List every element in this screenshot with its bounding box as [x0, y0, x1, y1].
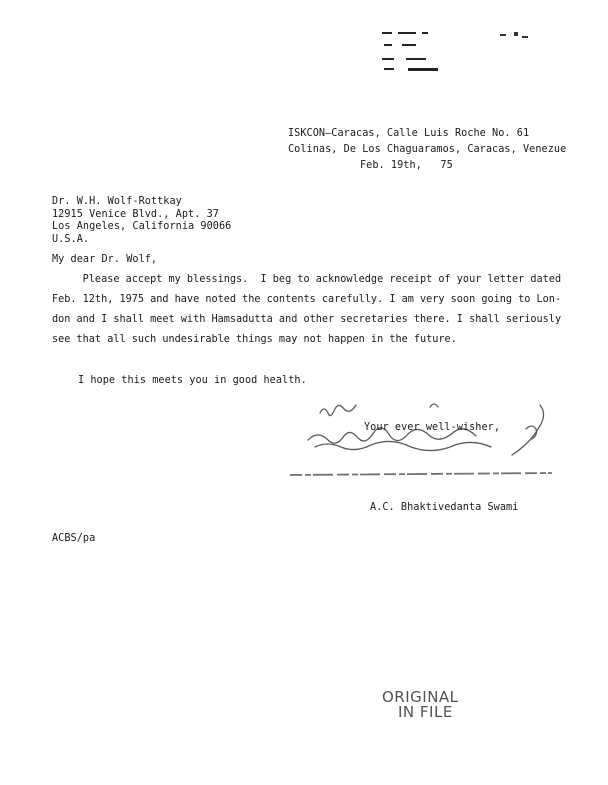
address-line-1: ISKCON—Caracas, Calle Luis Roche No. 61	[288, 128, 530, 139]
original-in-file-stamp	[382, 690, 459, 720]
valediction: Your ever well-wisher,	[364, 422, 501, 433]
recipient-line: 12915 Venice Blvd., Apt. 37	[52, 208, 219, 220]
stamp-line-1: ORIGINAL	[382, 688, 459, 706]
body-line: Please accept my blessings. I beg to acknowledge receipt of your letter dated	[52, 274, 562, 285]
header-stamp-marks-right	[500, 32, 530, 42]
closing-line: I hope this meets you in good health.	[78, 375, 307, 386]
recipient-line: Dr. W.H. Wolf-Rottkay	[52, 196, 182, 207]
stamp-line-2: IN FILE	[398, 703, 453, 721]
sender-address	[288, 126, 566, 158]
recipient-line: U.S.A.	[52, 233, 90, 245]
address-line-2: Colinas, De Los Chaguaramos, Caracas, Venezue	[288, 144, 567, 155]
signatory-name: A.C. Bhaktivedanta Swami	[370, 502, 519, 513]
body-line: see that all such undesirable things may not happen in the future.	[52, 334, 457, 345]
reference-initials: ACBS/pa	[52, 533, 96, 544]
body-line: don and I shall meet with Hamsadutta and other secretaries there. I shall seriously	[52, 314, 562, 325]
handwritten-signature	[290, 395, 560, 485]
recipient-address	[52, 196, 231, 246]
salutation: My dear Dr. Wolf,	[52, 254, 158, 265]
recipient-line: Los Angeles, California 90066	[52, 221, 232, 232]
header-stamp-marks	[378, 28, 448, 78]
letter-date: Feb. 19th, 75	[360, 160, 453, 171]
body-paragraph	[52, 270, 572, 350]
body-line: Feb. 12th, 1975 and have noted the contents carefully. I am very soon going to Lon-	[52, 294, 562, 305]
